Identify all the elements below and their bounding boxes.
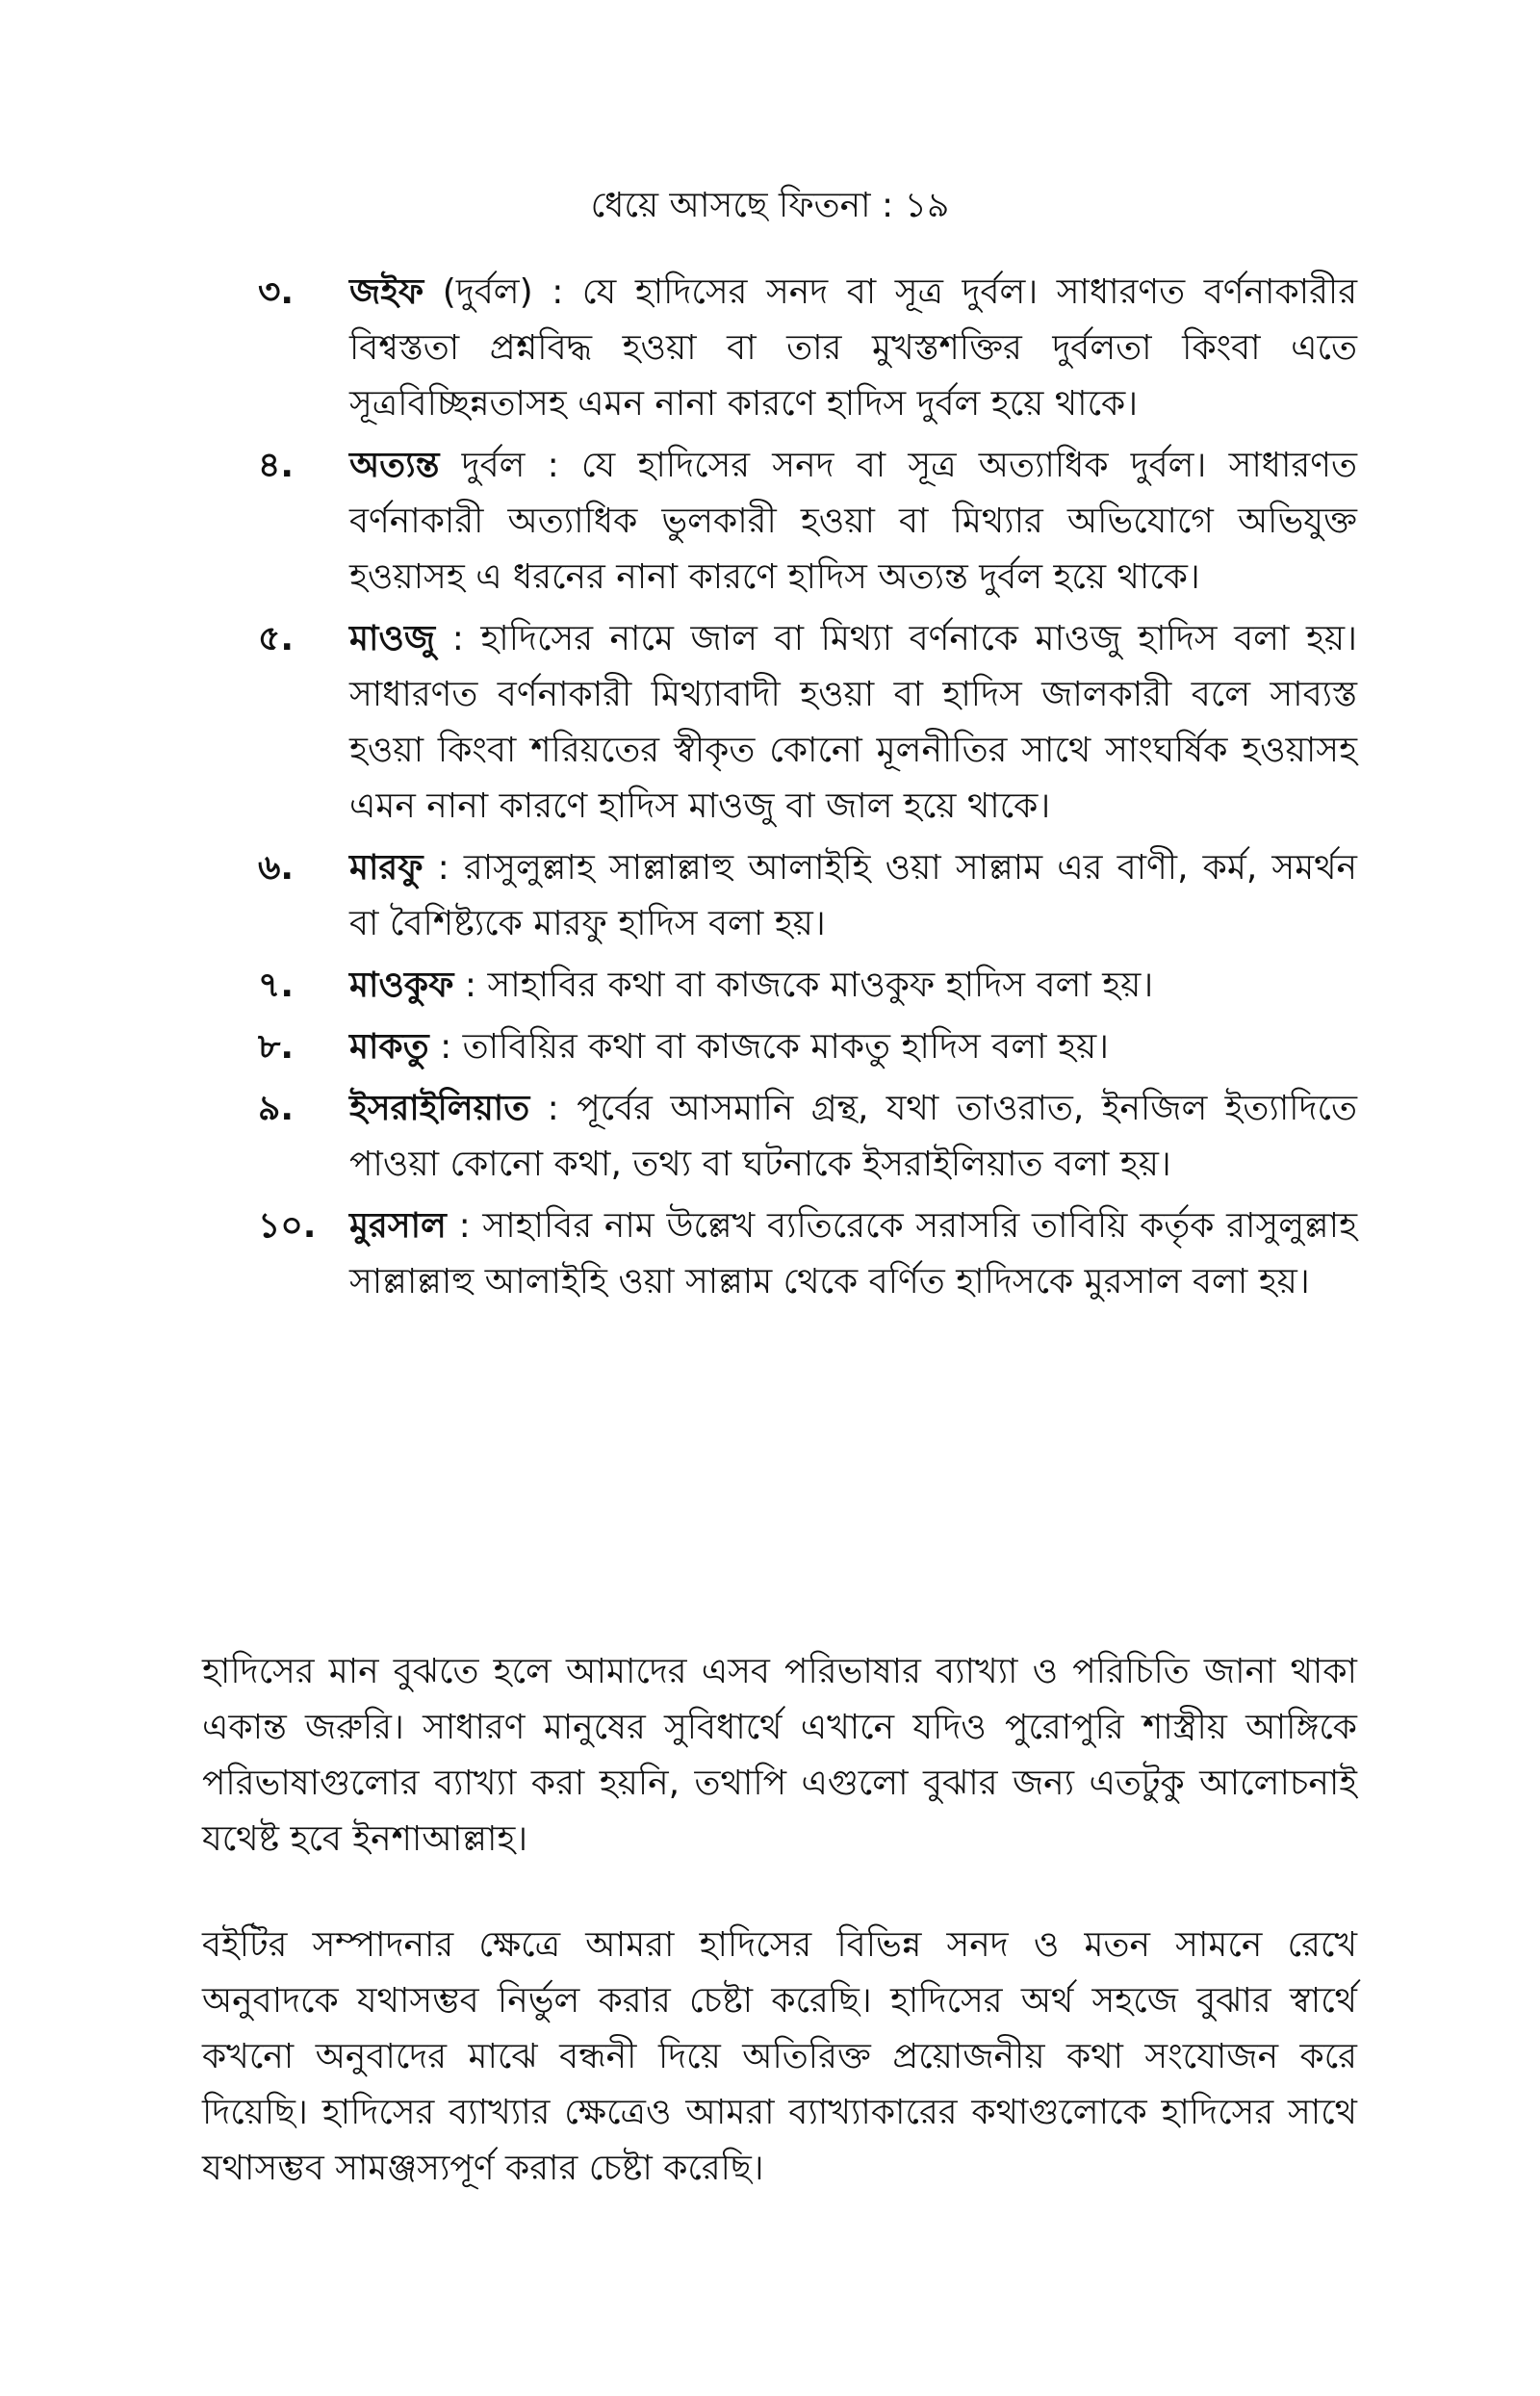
body-paragraph: হাদিসের মান বুঝতে হলে আমাদের এসব পরিভাষার ব্যাখ্যা ও পরিচিতি জানা থাকা একান্ত জরুরি। সাধারণ মানুষের সুবিধার্থে এখানে যদিও পুরোপুরি শাস্ত্রীয় আঙ্গিকে পরিভাষাগুলোর ব্যাখ্যা করা হয়নি, তথাপি এগুলো বুঝার জন্য এতটুকু আলোচনাই যথেষ্ট হবে ইনশাআল্লাহ। <box>202 1652 1357 1859</box>
definition-text: : রাসুলুল্লাহ সাল্লাল্লাহু আলাইহি ওয়া সাল্লাম এর বাণী, কর্ম, সমর্থন বা বৈশিষ্ট্যকে মারফু হাদিস বলা হয়। <box>349 848 1357 943</box>
definition-term: জইফ <box>349 272 424 312</box>
definition-term: মাওকুফ <box>349 966 454 1005</box>
definition-number: ৯. <box>258 1089 295 1128</box>
definition-number: ৬. <box>258 848 295 888</box>
definition-text: : তাবিয়ির কথা বা কাজকে মাকতু হাদিস বলা হয়। <box>428 1027 1110 1067</box>
definition-text: দুর্বল : যে হাদিসের সনদ বা সূত্র অত্যাধিক দুর্বল। সাধারণত বর্ণনাকারী অত্যাধিক ভুলকারী হওয়া বা মিথ্যার অভিযোগে অভিযুক্ত হওয়াসহ এ ধরনের নানা কারণে হাদিস অত্যন্ত দুর্বল হয়ে থাকে। <box>349 446 1357 597</box>
definition-term: ইসরাইলিয়াত <box>349 1089 530 1128</box>
definition-item <box>258 611 1357 835</box>
definition-item <box>258 265 1357 432</box>
body-paragraph: বইটির সম্পাদনার ক্ষেত্রে আমরা হাদিসের বিভিন্ন সনদ ও মতন সামনে রেখে অনুবাদকে যথাসম্ভব নির্ভুল করার চেষ্টা করেছি। হাদিসের অর্থ সহজে বুঝার স্বার্থে কখনো অনুবাদের মাঝে বন্ধনী দিয়ে অতিরিক্ত প্রয়োজনীয় কথা সংযোজন করে দিয়েছি। হাদিসের ব্যাখ্যার ক্ষেত্রেও আমরা ব্যাখ্যাকারের কথাগুলোকে হাদিসের সাথে যথাসম্ভব সামঞ্জস্যপূর্ণ করার চেষ্টা করেছি। <box>202 1925 1357 2188</box>
definition-item <box>258 840 1357 952</box>
definition-text: : পূর্বের আসমানি গ্রন্থ, যথা তাওরাত, ইনজিল ইত্যাদিতে পাওয়া কোনো কথা, তথ্য বা ঘটনাকে ইসরাইলিয়াত বলা হয়। <box>349 1089 1357 1184</box>
definition-item <box>258 438 1357 605</box>
definition-term: অত্যন্ত <box>349 446 440 485</box>
definition-number: ৫. <box>258 619 295 658</box>
definition-number: ৪. <box>258 446 295 485</box>
definition-number: ৭. <box>258 966 295 1005</box>
definition-item <box>258 1019 1357 1075</box>
definition-term: মুরসাল <box>349 1206 447 1246</box>
definition-text: : হাদিসের নামে জাল বা মিথ্যা বর্ণনাকে মাওজু হাদিস বলা হয়। সাধারণত বর্ণনাকারী মিথ্যাবাদী হওয়া বা হাদিস জালকারী বলে সাব্যস্ত হওয়া কিংবা শরিয়তের স্বীকৃত কোনো মূলনীতির সাথে সাংঘর্ষিক হওয়াসহ এমন নানা কারণে হাদিস মাওজু বা জাল হয়ে থাকে। <box>349 619 1357 826</box>
definition-text: (দুর্বল) : যে হাদিসের সনদ বা সূত্র দুর্বল। সাধারণত বর্ণনাকারীর বিশ্বস্ততা প্রশ্নবিদ্ধ হওয়া বা তার মুখস্তশক্তির দুর্বলতা কিংবা এতে সূত্রবিচ্ছিন্নতাসহ এমন নানা কারণে হাদিস দুর্বল হয়ে থাকে। <box>349 272 1357 424</box>
definition-text: : সাহাবির নাম উল্লেখ ব্যতিরেকে সরাসরি তাবিয়ি কর্তৃক রাসুলুল্লাহ সাল্লাল্লাহু আলাইহি ওয়া সাল্লাম থেকে বর্ণিত হাদিসকে মুরসাল বলা হয়। <box>349 1206 1357 1301</box>
definition-number: ৮. <box>258 1027 295 1067</box>
definition-item <box>258 958 1357 1014</box>
definition-list <box>258 265 1357 1316</box>
definition-term: মাকতু <box>349 1027 429 1067</box>
definition-term: মারফু <box>349 848 424 888</box>
definition-text: : সাহাবির কথা বা কাজকে মাওকুফ হাদিস বলা হয়। <box>453 966 1154 1005</box>
definition-number: ৩. <box>258 272 295 312</box>
definition-term: মাওজু <box>349 619 436 658</box>
definition-item <box>258 1081 1357 1193</box>
running-header: ধেয়ে আসছে ফিতনা : ১৯ <box>590 186 950 225</box>
definition-number: ১০. <box>258 1206 317 1246</box>
definition-item <box>258 1198 1357 1310</box>
